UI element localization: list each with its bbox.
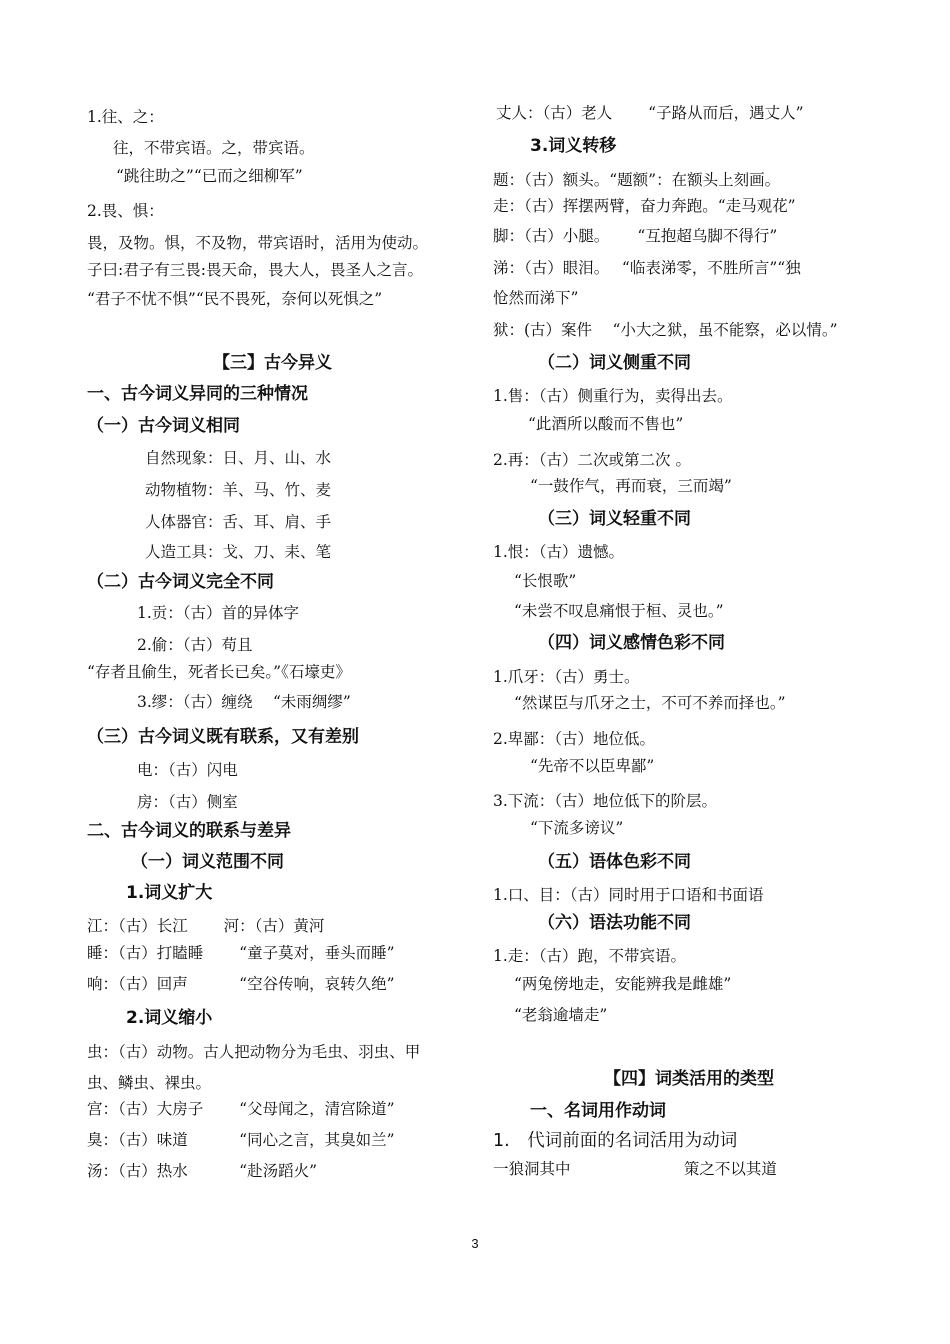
right-line-1: 3.词义转移 — [530, 136, 617, 156]
right-line-14: 1.恨：（古）遗憾。 — [493, 543, 625, 561]
right-line-13: （三）词义轻重不同 — [538, 509, 691, 529]
right-line-32: 1. 代词前面的名词活用为动词 — [493, 1131, 738, 1151]
left-line-12: 人体器官：舌、耳、肩、手 — [145, 513, 332, 531]
right-line-29: “老翁逾墙走” — [514, 1006, 608, 1024]
right-line-9: 1.售：（古）侧重行为，卖得出去。 — [493, 387, 733, 405]
right-line-26: （六）语法功能不同 — [538, 913, 691, 933]
left-line-4: 畏，及物。惧，不及物，带宾语时，活用为使动。 — [87, 234, 429, 252]
right-line-30: 【四】词类活用的类型 — [604, 1069, 774, 1089]
left-line-2: “跳往助之”“已而之细柳军” — [116, 167, 303, 185]
left-line-28: 2.词义缩小 — [126, 1008, 213, 1028]
left-line-24: 1.词义扩大 — [126, 883, 213, 903]
right-line-12: “一鼓作气，再而衰，三而竭” — [530, 477, 732, 495]
right-line-6: 怆然而涕下” — [493, 289, 579, 307]
left-line-23: （一）词义范围不同 — [131, 852, 284, 872]
left-line-0: 1.往、之： — [87, 108, 164, 126]
left-line-33: 汤：（古）热水 “赴汤蹈火” — [87, 1162, 318, 1180]
left-line-13: 人造工具：戈、刀、耒、笔 — [145, 543, 332, 561]
right-line-25: 1.口、目：（古）同时用于口语和书面语 — [493, 886, 764, 904]
left-line-5: 子曰:君子有三畏:畏天命，畏大人，畏圣人之言。 — [87, 261, 423, 279]
right-line-0: 丈人：（古）老人 “子路从而后，遇丈人” — [496, 104, 804, 122]
left-line-29: 虫：（古）动物。古人把动物分为毛虫、羽虫、甲 — [87, 1043, 421, 1061]
left-line-14: （二）古今词义完全不同 — [87, 572, 274, 592]
right-line-28: “两兔傍地走，安能辨我是雌雄” — [514, 975, 732, 993]
left-line-17: “存者且偷生，死者长已矣。”《石壕吏》 — [87, 663, 351, 681]
page-number: 3 — [471, 1236, 479, 1251]
left-line-32: 臭：（古）味道 “同心之言，其臭如兰” — [87, 1131, 395, 1149]
right-line-27: 1.走：（古）跑，不带宾语。 — [493, 947, 687, 965]
left-line-16: 2.偷：（古）苟且 — [137, 636, 253, 654]
right-line-10: “此酒所以酸而不售也” — [528, 415, 684, 433]
right-line-16: “未尝不叹息痛恨于桓、灵也。” — [514, 602, 724, 620]
left-line-31: 宫：（古）大房子 “父母闻之，清宫除道” — [87, 1100, 395, 1118]
left-line-19: （三）古今词义既有联系，又有差别 — [87, 727, 359, 747]
right-line-3: 走：（古）挥摆两臂，奋力奔跑。“走马观花” — [493, 197, 796, 215]
right-line-4: 脚：（古）小腿。 “互抱超乌脚不得行” — [493, 227, 778, 245]
left-line-3: 2.畏、惧： — [87, 202, 164, 220]
right-line-11: 2.再：（古）二次或第二次 。 — [493, 451, 691, 469]
right-line-24: （五）语体色彩不同 — [538, 852, 691, 872]
right-line-7: 狱：(古）案件 “小大之狱，虽不能察，必以情。” — [493, 321, 838, 339]
left-line-11: 动物植物：羊、马、竹、麦 — [145, 481, 332, 499]
right-line-21: “先帝不以臣卑鄙” — [530, 757, 655, 775]
left-line-20: 电：（古）闪电 — [137, 761, 238, 779]
left-line-10: 自然现象：日、月、山、水 — [145, 449, 332, 467]
left-line-6: “君子不忧不惧”“民不畏死，奈何以死惧之” — [87, 290, 383, 308]
right-line-22: 3.下流：（古）地位低下的阶层。 — [493, 792, 718, 810]
right-line-33: 一狼洞其中 策之不以其道 — [493, 1160, 777, 1178]
right-line-8: （二）词义侧重不同 — [538, 353, 691, 373]
left-line-18: 3.缪：（古）缠绕 “未雨绸缪” — [137, 693, 351, 711]
left-line-7: 【三】古今异义 — [213, 353, 332, 373]
right-line-18: 1.爪牙：（古）勇士。 — [493, 668, 640, 686]
left-line-9: （一）古今词义相同 — [87, 416, 240, 436]
right-line-19: “然谋臣与爪牙之士，不可不养而择也。” — [514, 694, 786, 712]
left-line-25: 江：（古）长江 河：（古）黄河 — [87, 917, 325, 935]
left-line-22: 二、古今词义的联系与差异 — [87, 821, 291, 841]
left-line-30: 虫、鳞虫、裸虫。 — [87, 1074, 212, 1092]
left-line-8: 一、古今词义异同的三种情况 — [87, 384, 308, 404]
right-line-31: 一、名词用作动词 — [530, 1101, 666, 1121]
right-line-15: “长恨歌” — [514, 572, 577, 590]
right-line-23: “下流多谤议” — [530, 819, 624, 837]
right-line-2: 题：（古）额头。“题额”：在额头上刻画。 — [493, 171, 781, 189]
left-line-27: 响：（古）回声 “空谷传响，哀转久绝” — [87, 975, 395, 993]
left-line-26: 睡：（古）打瞌睡 “童子莫对，垂头而睡” — [87, 944, 395, 962]
left-line-15: 1.贡：（古）首的异体字 — [137, 604, 300, 622]
right-line-17: （四）词义感情色彩不同 — [538, 633, 725, 653]
right-line-20: 2.卑鄙：（古）地位低。 — [493, 730, 656, 748]
left-line-21: 房：（古）侧室 — [137, 793, 238, 811]
left-line-1: 往，不带宾语。之，带宾语。 — [113, 139, 315, 157]
right-line-5: 涕：（古）眼泪。 “临表涕零，不胜所言”“独 — [493, 259, 801, 277]
